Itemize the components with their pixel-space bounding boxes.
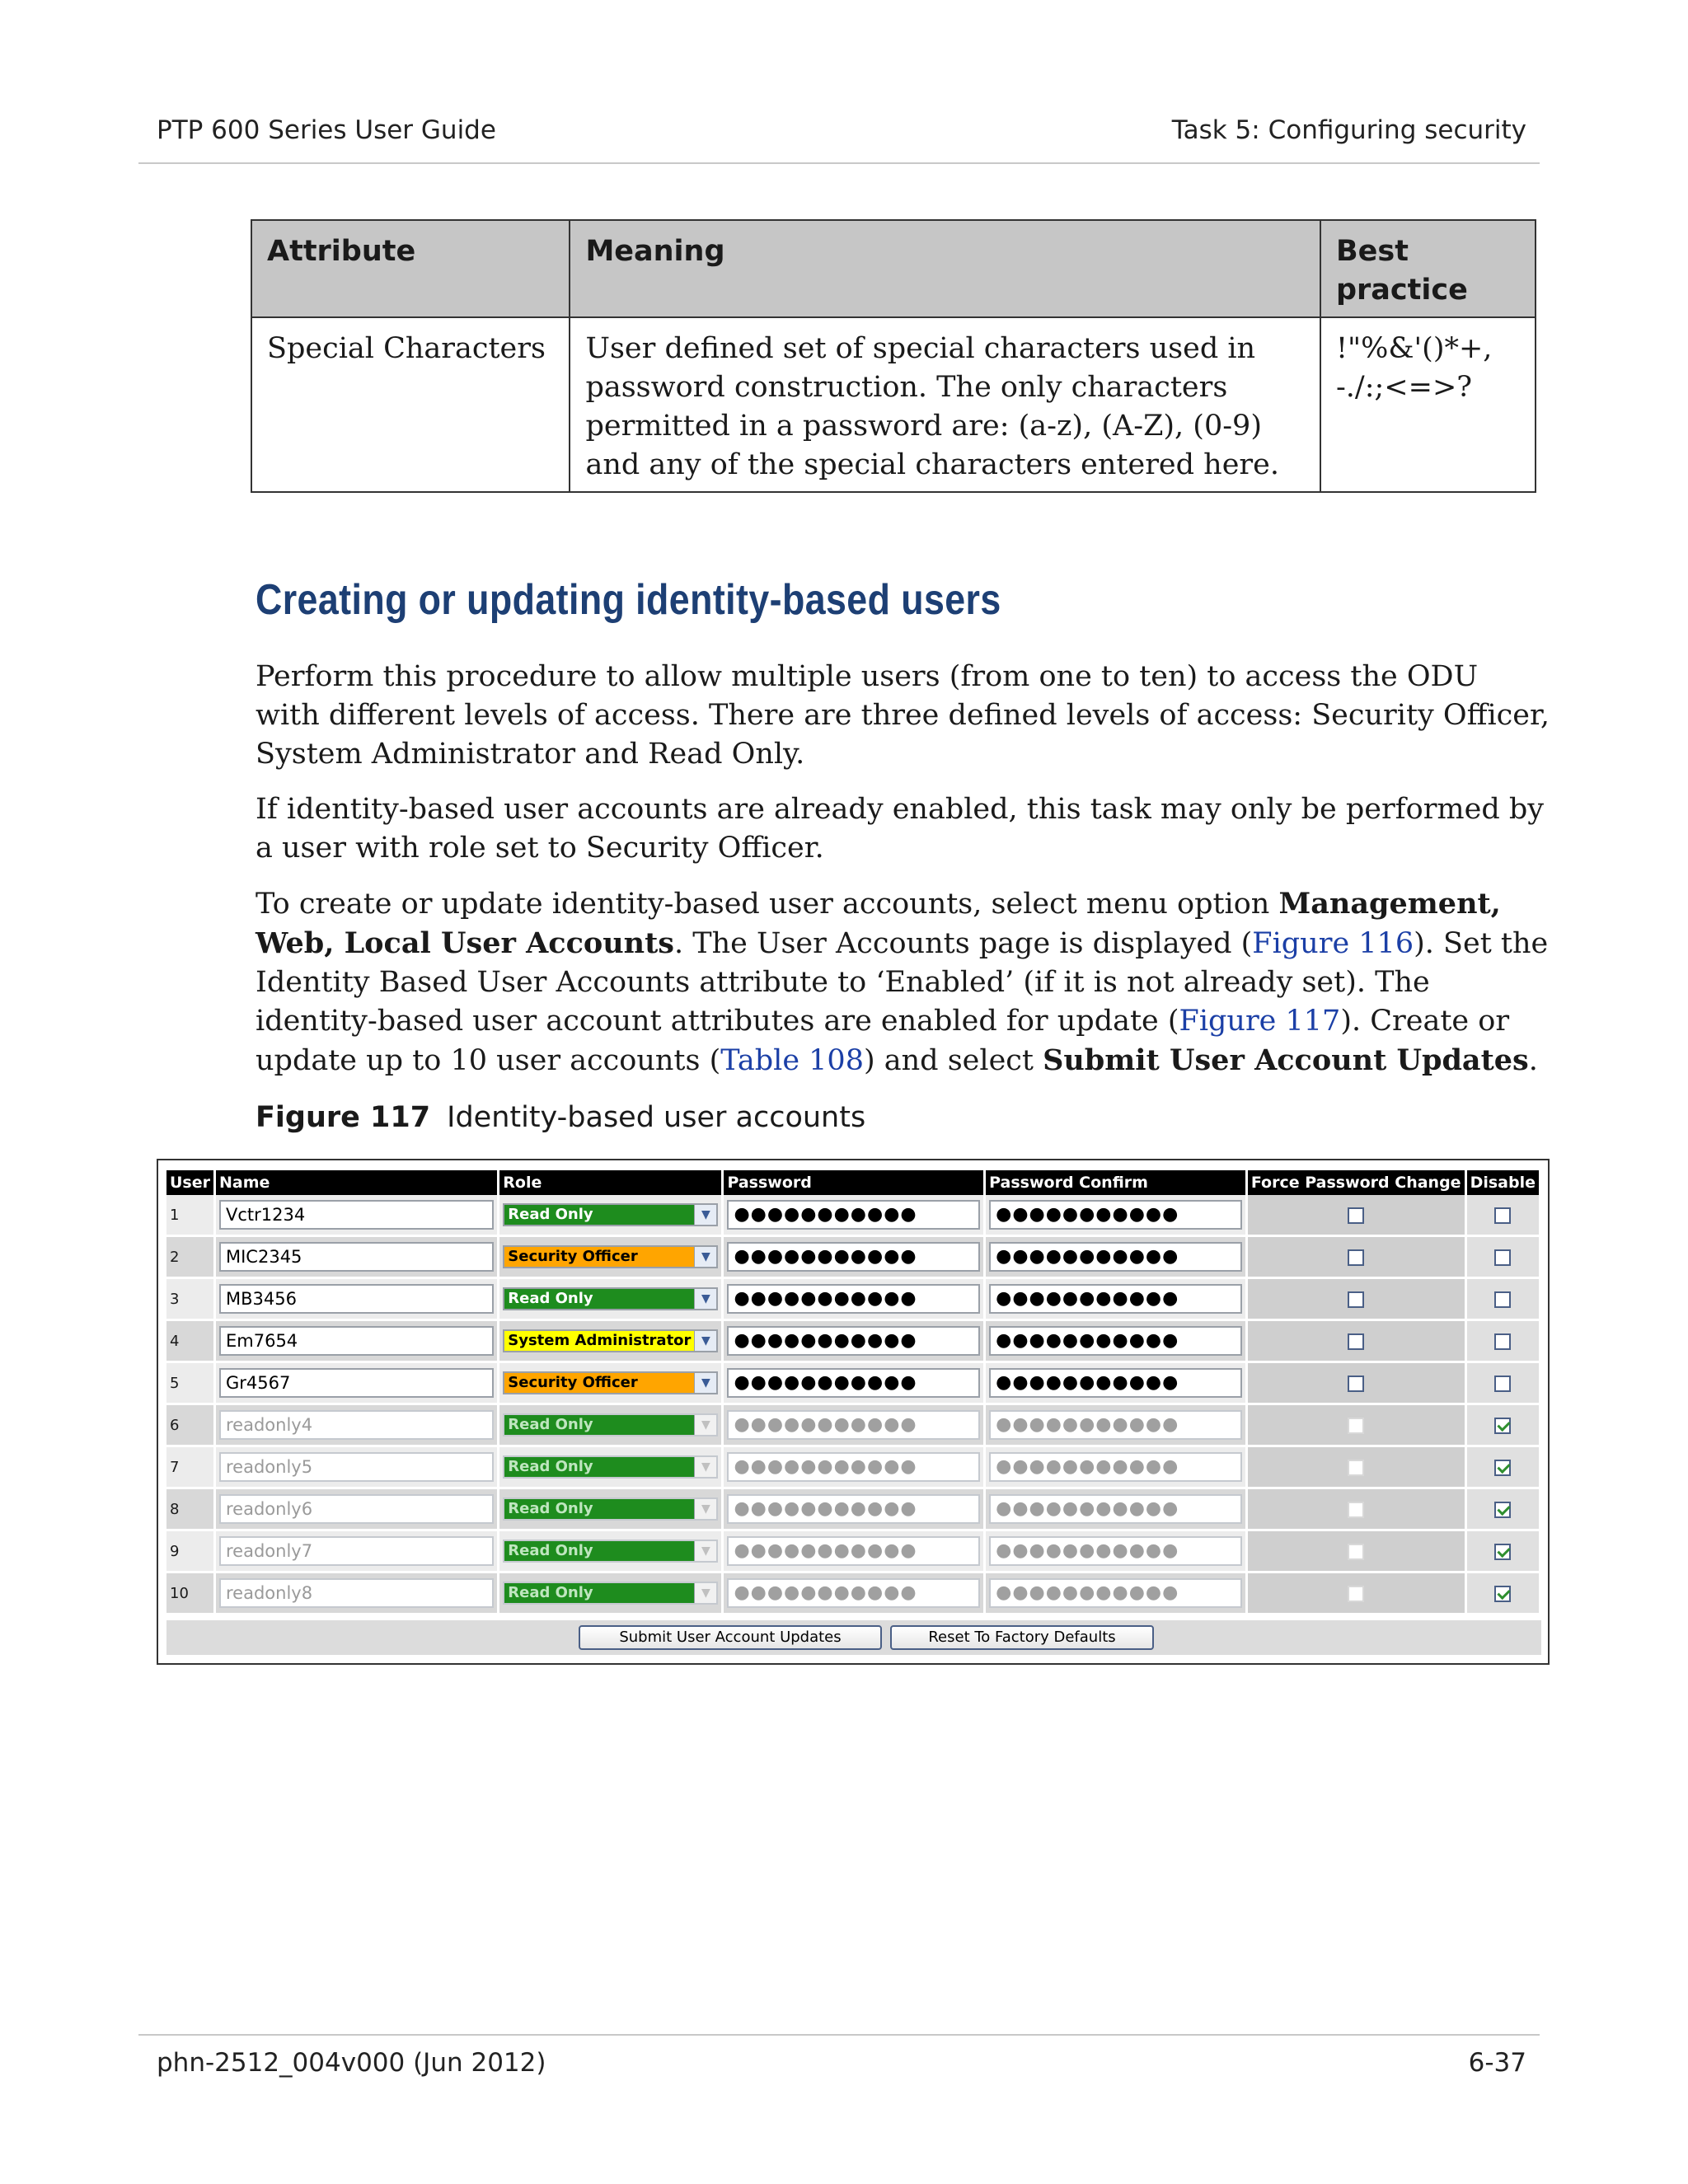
role-select[interactable] xyxy=(503,1540,718,1563)
force-password-change-checkbox[interactable] xyxy=(1348,1207,1364,1224)
col-disable: Disable xyxy=(1465,1170,1540,1195)
role-value: Read Only xyxy=(504,1205,694,1225)
user-name-input[interactable]: readonly7 xyxy=(219,1536,494,1566)
disable-checkbox[interactable] xyxy=(1494,1586,1511,1602)
disable-checkbox[interactable] xyxy=(1494,1207,1511,1224)
chevron-down-icon: ▼ xyxy=(694,1499,716,1519)
chevron-down-icon: ▼ xyxy=(694,1541,716,1561)
password-confirm-input[interactable]: ●●●●●●●●●●● xyxy=(989,1368,1242,1398)
paragraph-3 xyxy=(256,884,1550,1080)
running-header-section: Task 5: Configuring security xyxy=(1171,115,1526,145)
role-value: System Administrator xyxy=(504,1331,694,1351)
user-accounts-table xyxy=(166,1170,1541,1615)
force-password-change-checkbox[interactable] xyxy=(1348,1502,1364,1518)
attribute-table-header xyxy=(251,220,1536,317)
user-row xyxy=(166,1278,1540,1320)
attribute-table xyxy=(251,219,1536,493)
password-input[interactable]: ●●●●●●●●●●● xyxy=(727,1452,980,1482)
user-number: 5 xyxy=(166,1362,215,1404)
user-number: 9 xyxy=(166,1530,215,1572)
user-name-input[interactable]: readonly4 xyxy=(219,1410,494,1440)
user-name-input[interactable]: Gr4567 xyxy=(219,1368,494,1398)
paragraph-2: If identity-based user accounts are already enabled, this task may only be performed by a user with role set to Security Officer. xyxy=(256,793,1545,865)
disable-checkbox[interactable] xyxy=(1494,1291,1511,1308)
user-number: 2 xyxy=(166,1236,215,1278)
col-password-confirm: Password Confirm xyxy=(985,1170,1247,1195)
user-row xyxy=(166,1320,1540,1362)
paragraph-1: Perform this procedure to allow multiple users (from one to ten) to access the ODU with different levels of access. There are three defined levels of access: Security Officer, System Administrator and Read Only. xyxy=(256,660,1550,771)
user-row xyxy=(166,1530,1540,1572)
role-select[interactable] xyxy=(503,1203,718,1226)
force-password-change-checkbox[interactable] xyxy=(1348,1249,1364,1266)
password-confirm-input[interactable]: ●●●●●●●●●●● xyxy=(989,1494,1242,1524)
figure-caption xyxy=(256,1101,865,1134)
user-table-header xyxy=(166,1170,1540,1195)
header-rule xyxy=(138,162,1540,164)
user-name-input[interactable]: readonly5 xyxy=(219,1452,494,1482)
cell-meaning: User defined set of special characters used in password construction. The only characters permitted in a password are: (a-z), (A-Z), (0-9) and any of the special characters entered here. xyxy=(570,317,1320,492)
user-row xyxy=(166,1362,1540,1404)
password-input[interactable]: ●●●●●●●●●●● xyxy=(727,1200,980,1230)
force-password-change-checkbox[interactable] xyxy=(1348,1460,1364,1476)
user-table-body xyxy=(166,1195,1540,1615)
password-confirm-input[interactable]: ●●●●●●●●●●● xyxy=(989,1452,1242,1482)
disable-checkbox[interactable] xyxy=(1494,1502,1511,1518)
chevron-down-icon: ▼ xyxy=(694,1331,716,1351)
role-select[interactable] xyxy=(503,1329,718,1352)
password-input[interactable]: ●●●●●●●●●●● xyxy=(727,1494,980,1524)
p3-text: ) and select xyxy=(863,1044,1043,1077)
footer-rule xyxy=(138,2034,1540,2036)
user-name-input[interactable]: Vctr1234 xyxy=(219,1200,494,1230)
password-confirm-input[interactable]: ●●●●●●●●●●● xyxy=(989,1242,1242,1272)
footer-doc-id: phn-2512_004v000 (Jun 2012) xyxy=(157,2048,546,2078)
force-password-change-checkbox[interactable] xyxy=(1348,1418,1364,1434)
role-value: Read Only xyxy=(504,1541,694,1561)
disable-checkbox[interactable] xyxy=(1494,1333,1511,1350)
body-text xyxy=(256,658,1550,1097)
page-number: 6-37 xyxy=(1468,2048,1526,2078)
password-confirm-input[interactable]: ●●●●●●●●●●● xyxy=(989,1410,1242,1440)
user-accounts-figure xyxy=(157,1159,1550,1665)
link-figure-116[interactable]: Figure 116 xyxy=(1252,927,1414,960)
role-value: Security Officer xyxy=(504,1373,694,1393)
user-row xyxy=(166,1236,1540,1278)
role-select[interactable] xyxy=(503,1371,718,1394)
reset-to-factory-defaults-button[interactable]: Reset To Factory Defaults xyxy=(890,1625,1154,1650)
user-number: 1 xyxy=(166,1195,215,1236)
attribute-table-row xyxy=(251,317,1536,492)
user-number: 8 xyxy=(166,1488,215,1530)
force-password-change-checkbox[interactable] xyxy=(1348,1586,1364,1602)
col-password: Password xyxy=(723,1170,985,1195)
link-figure-117[interactable]: Figure 117 xyxy=(1179,1005,1341,1038)
role-select[interactable] xyxy=(503,1413,718,1436)
disable-checkbox[interactable] xyxy=(1494,1544,1511,1560)
role-value: Read Only xyxy=(504,1289,694,1309)
col-name: Name xyxy=(215,1170,499,1195)
role-select[interactable] xyxy=(503,1455,718,1479)
p3-text: . The User Accounts page is displayed ( xyxy=(674,927,1253,960)
password-input[interactable]: ●●●●●●●●●●● xyxy=(727,1536,980,1566)
password-confirm-input[interactable]: ●●●●●●●●●●● xyxy=(989,1536,1242,1566)
p3-text: ). Set the Identity Based User Accounts attribute to ‘Enabled’ (if it is not already set). The identity-based user account attributes are enabled for update ( xyxy=(256,927,1549,1038)
col-role: Role xyxy=(499,1170,723,1195)
password-input[interactable]: ●●●●●●●●●●● xyxy=(727,1368,980,1398)
user-row xyxy=(166,1572,1540,1615)
force-password-change-checkbox[interactable] xyxy=(1348,1291,1364,1308)
col-best-practice: Best practice xyxy=(1320,220,1536,317)
password-input[interactable]: ●●●●●●●●●●● xyxy=(727,1410,980,1440)
user-name-input[interactable]: readonly8 xyxy=(219,1578,494,1608)
password-confirm-input[interactable]: ●●●●●●●●●●● xyxy=(989,1200,1242,1230)
user-number: 6 xyxy=(166,1404,215,1446)
password-input[interactable]: ●●●●●●●●●●● xyxy=(727,1284,980,1314)
role-value: Read Only xyxy=(504,1415,694,1435)
chevron-down-icon: ▼ xyxy=(694,1205,716,1225)
password-confirm-input[interactable]: ●●●●●●●●●●● xyxy=(989,1578,1242,1608)
p3-text: ). Create or update up to 10 user accounts ( xyxy=(256,1005,1510,1077)
link-table-108[interactable]: Table 108 xyxy=(720,1044,864,1077)
disable-checkbox[interactable] xyxy=(1494,1249,1511,1266)
chevron-down-icon: ▼ xyxy=(694,1247,716,1267)
role-value: Security Officer xyxy=(504,1247,694,1267)
chevron-down-icon: ▼ xyxy=(694,1415,716,1435)
password-confirm-input[interactable]: ●●●●●●●●●●● xyxy=(989,1326,1242,1356)
col-force-password-change: Force Password Change xyxy=(1246,1170,1465,1195)
running-header-title: PTP 600 Series User Guide xyxy=(157,115,496,145)
user-name-input[interactable]: Em7654 xyxy=(219,1326,494,1356)
disable-checkbox[interactable] xyxy=(1494,1460,1511,1476)
submit-user-account-updates-button[interactable]: Submit User Account Updates xyxy=(579,1625,882,1650)
force-password-change-checkbox[interactable] xyxy=(1348,1333,1364,1350)
user-name-input[interactable]: MB3456 xyxy=(219,1284,494,1314)
role-value: Read Only xyxy=(504,1457,694,1477)
section-title: Creating or updating identity-based users xyxy=(256,576,1001,624)
p3-text: . xyxy=(1528,1044,1538,1077)
submit-reference: Submit User Account Updates xyxy=(1043,1043,1529,1077)
role-select[interactable] xyxy=(503,1582,718,1605)
user-row xyxy=(166,1446,1540,1488)
chevron-down-icon: ▼ xyxy=(694,1583,716,1603)
user-row xyxy=(166,1488,1540,1530)
role-select[interactable] xyxy=(503,1287,718,1310)
force-password-change-checkbox[interactable] xyxy=(1348,1544,1364,1560)
user-number: 3 xyxy=(166,1278,215,1320)
user-row xyxy=(166,1195,1540,1236)
cell-best-practice: !"%&'()*+,-./:;<=>? xyxy=(1320,317,1536,492)
figure-label: Figure 117 xyxy=(256,1101,431,1134)
role-select[interactable] xyxy=(503,1245,718,1268)
user-number: 7 xyxy=(166,1446,215,1488)
chevron-down-icon: ▼ xyxy=(694,1457,716,1477)
button-bar xyxy=(166,1620,1541,1655)
figure-caption-text: Identity-based user accounts xyxy=(447,1101,866,1134)
disable-checkbox[interactable] xyxy=(1494,1376,1511,1392)
password-input[interactable]: ●●●●●●●●●●● xyxy=(727,1242,980,1272)
chevron-down-icon: ▼ xyxy=(694,1373,716,1393)
password-input[interactable]: ●●●●●●●●●●● xyxy=(727,1326,980,1356)
user-name-input[interactable]: readonly6 xyxy=(219,1494,494,1524)
force-password-change-checkbox[interactable] xyxy=(1348,1376,1364,1392)
user-number: 4 xyxy=(166,1320,215,1362)
user-row xyxy=(166,1404,1540,1446)
col-user: User xyxy=(166,1170,215,1195)
user-name-input[interactable]: MIC2345 xyxy=(219,1242,494,1272)
password-input[interactable]: ●●●●●●●●●●● xyxy=(727,1578,980,1608)
role-value: Read Only xyxy=(504,1499,694,1519)
password-confirm-input[interactable]: ●●●●●●●●●●● xyxy=(989,1284,1242,1314)
col-meaning: Meaning xyxy=(570,220,1320,317)
p3-text: To create or update identity-based user accounts, select menu option xyxy=(256,888,1279,921)
user-number: 10 xyxy=(166,1572,215,1615)
disable-checkbox[interactable] xyxy=(1494,1418,1511,1434)
menu-path: Management, Web, Local User Accounts xyxy=(256,887,1501,960)
cell-attribute: Special Characters xyxy=(251,317,570,492)
chevron-down-icon: ▼ xyxy=(694,1289,716,1309)
col-attribute: Attribute xyxy=(251,220,570,317)
role-value: Read Only xyxy=(504,1583,694,1603)
role-select[interactable] xyxy=(503,1497,718,1521)
